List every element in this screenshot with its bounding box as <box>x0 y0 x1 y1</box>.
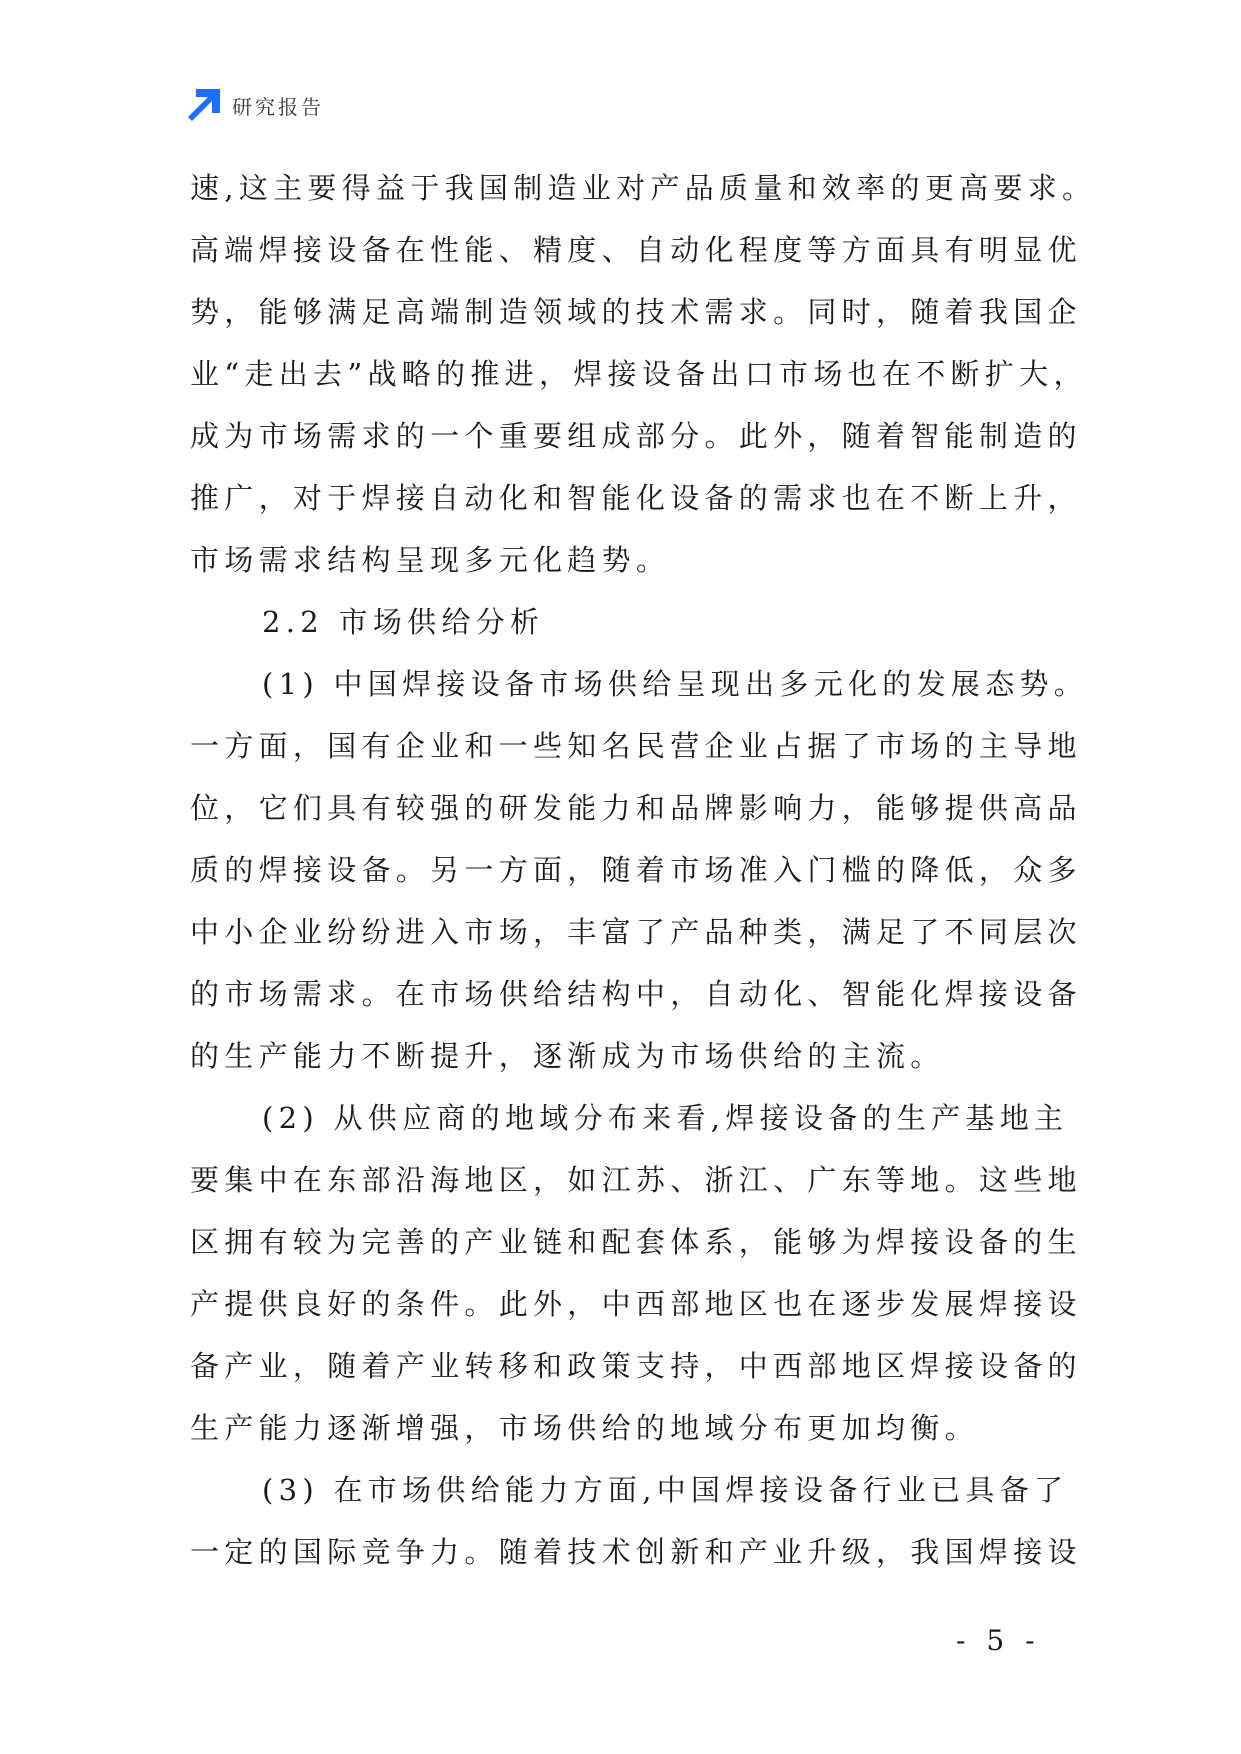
text-line: (1) 中国焊接设备市场供给呈现出多元化的发展态势。 <box>262 667 1089 701</box>
text-line: 势，能够满足高端制造领域的技术需求。同时，随着我国企 <box>190 295 1082 329</box>
section-heading: 2.2 市场供给分析 <box>262 605 545 639</box>
text-line: 生产能力逐渐增强，市场供给的地域分布更加均衡。 <box>190 1411 979 1445</box>
text-line: 成为市场需求的一个重要组成部分。此外，随着智能制造的 <box>190 419 1082 453</box>
text-line: 推广，对于焊接自动化和智能化设备的需求也在不断上升， <box>190 481 1082 515</box>
text-line: 一方面，国有企业和一些知名民营企业占据了市场的主导地 <box>190 729 1082 763</box>
text-line: 中小企业纷纷进入市场，丰富了产品种类，满足了不同层次 <box>190 915 1082 949</box>
text-line: 产提供良好的条件。此外，中西部地区也在逐步发展焊接设 <box>190 1287 1082 1321</box>
document-body <box>190 157 1097 1583</box>
text-line: 一定的国际竞争力。随着技术创新和产业升级，我国焊接设 <box>190 1535 1082 1569</box>
text-line: 区拥有较为完善的产业链和配套体系，能够为焊接设备的生 <box>190 1225 1082 1259</box>
text-line: 要集中在东部沿海地区，如江苏、浙江、广东等地。这些地 <box>190 1163 1082 1197</box>
text-line: (3) 在市场供给能力方面,中国焊接设备行业已具备了 <box>262 1473 1069 1507</box>
text-line: 质的焊接设备。另一方面，随着市场准入门槛的降低，众多 <box>190 853 1082 887</box>
text-line: 的市场需求。在市场供给结构中，自动化、智能化焊接设备 <box>190 977 1082 1011</box>
text-line: 业“走出去”战略的推进，焊接设备出口市场也在不断扩大， <box>190 357 1088 391</box>
arrow-up-right-icon <box>188 89 220 121</box>
text-line: 的生产能力不断提升，逐渐成为市场供给的主流。 <box>190 1039 945 1073</box>
text-line: 市场需求结构呈现多元化趋势。 <box>190 543 671 577</box>
text-line: 备产业，随着产业转移和政策支持，中西部地区焊接设备的 <box>190 1349 1082 1383</box>
page-number: - 5 - <box>956 1624 1041 1657</box>
text-line: 位，它们具有较强的研发能力和品牌影响力，能够提供高品 <box>190 791 1082 825</box>
header-title: 研究报告 <box>232 94 324 119</box>
text-line: 高端焊接设备在性能、精度、自动化程度等方面具有明显优 <box>190 233 1082 267</box>
text-line: 速,这主要得益于我国制造业对产品质量和效率的更高要求。 <box>190 171 1097 205</box>
text-line: (2) 从供应商的地域分布来看,焊接设备的生产基地主 <box>262 1101 1069 1135</box>
report-header <box>188 88 324 122</box>
